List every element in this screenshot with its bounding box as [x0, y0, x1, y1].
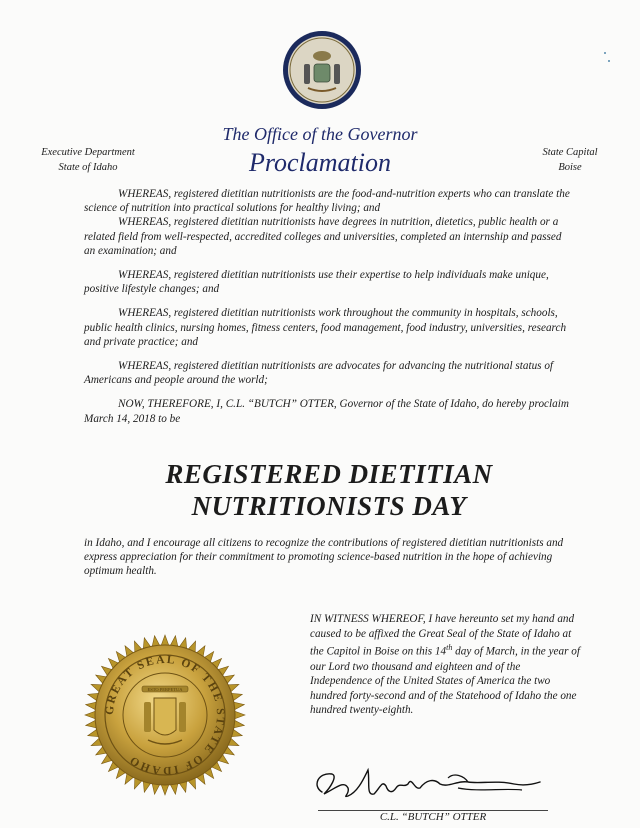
closing-paragraph: in Idaho, and I encourage all citizens to recognize the contributions of registered dietitian nutritionists and express appreciation for their commitment to promoting science-based nutrition in the hope of achieving optimum health.	[84, 537, 564, 578]
state-seal-top	[282, 30, 362, 110]
office-of-governor-heading: The Office of the Governor	[222, 124, 418, 144]
headline-line-1: REGISTERED DIETITIAN	[165, 459, 493, 489]
whereas-paragraph-4: WHEREAS, registered dietitian nutritionists work throughout the community in hospitals, schools, public health clinics, nursing homes, fitness centers, food management, food industry, universities, research and private practice; and	[84, 307, 567, 348]
great-seal-gold	[84, 634, 246, 796]
scan-speck	[604, 52, 606, 54]
whereas-paragraph-1: WHEREAS, registered dietitian nutritionists are the food-and-nutrition experts who can translate the science of nutrition into practical solutions for healthy living; and	[84, 188, 570, 215]
boise-label: Boise	[558, 162, 582, 173]
proclamation-title: Proclamation	[248, 148, 392, 177]
executive-department-label: Executive Department	[41, 147, 135, 158]
executive-department-block	[28, 145, 148, 175]
signatory-name: C.L. “BUTCH” OTTER	[379, 811, 487, 823]
seal-ribbon-text: ESTO PERPETUA	[147, 687, 183, 692]
whereas-paragraph-5: WHEREAS, registered dietitian nutritionists are advocates for advancing the nutritional status of Americans and people around the world;	[84, 360, 554, 387]
state-capital-block	[520, 145, 620, 175]
headline-line-2: NUTRITIONISTS DAY	[191, 491, 467, 521]
governor-signature	[308, 758, 548, 814]
state-capital-label: State Capital	[542, 147, 598, 158]
scan-speck	[608, 60, 610, 62]
witness-paragraph	[310, 612, 582, 718]
seal-outer-text: GREAT SEAL OF THE STATE OF IDAHO	[103, 653, 227, 777]
whereas-body	[84, 187, 574, 426]
proclaimed-day-headline	[84, 458, 574, 522]
witness-text-start: IN WITNESS WHEREOF, I have hereunto set my hand and caused to be affixed the Great Seal of the State of Idaho at the Capitol in Boise on this 14	[310, 613, 575, 658]
witness-text-end: day of March, in the year of our Lord two thousand and eighteen and of the Independence of the United States of America the two hundred forty-second and of the Statehood of Idaho the one hundred twenty-eighth.	[310, 645, 580, 717]
witness-ordinal-suffix: th	[446, 643, 453, 653]
now-therefore-paragraph: NOW, THEREFORE, I, C.L. “BUTCH” OTTER, Governor of the State of Idaho, do hereby proclaim March 14, 2018 to be	[84, 398, 569, 425]
whereas-paragraph-2: WHEREAS, registered dietitian nutritionists have degrees in nutrition, dietetics, public health or a related field from well-respected, accredited colleges and universities, completed an internship and passed an examination; and	[84, 216, 562, 257]
state-of-idaho-label: State of Idaho	[58, 162, 118, 173]
whereas-paragraph-3: WHEREAS, registered dietitian nutritionists use their expertise to help individuals make unique, positive lifestyle changes; and	[84, 269, 549, 296]
